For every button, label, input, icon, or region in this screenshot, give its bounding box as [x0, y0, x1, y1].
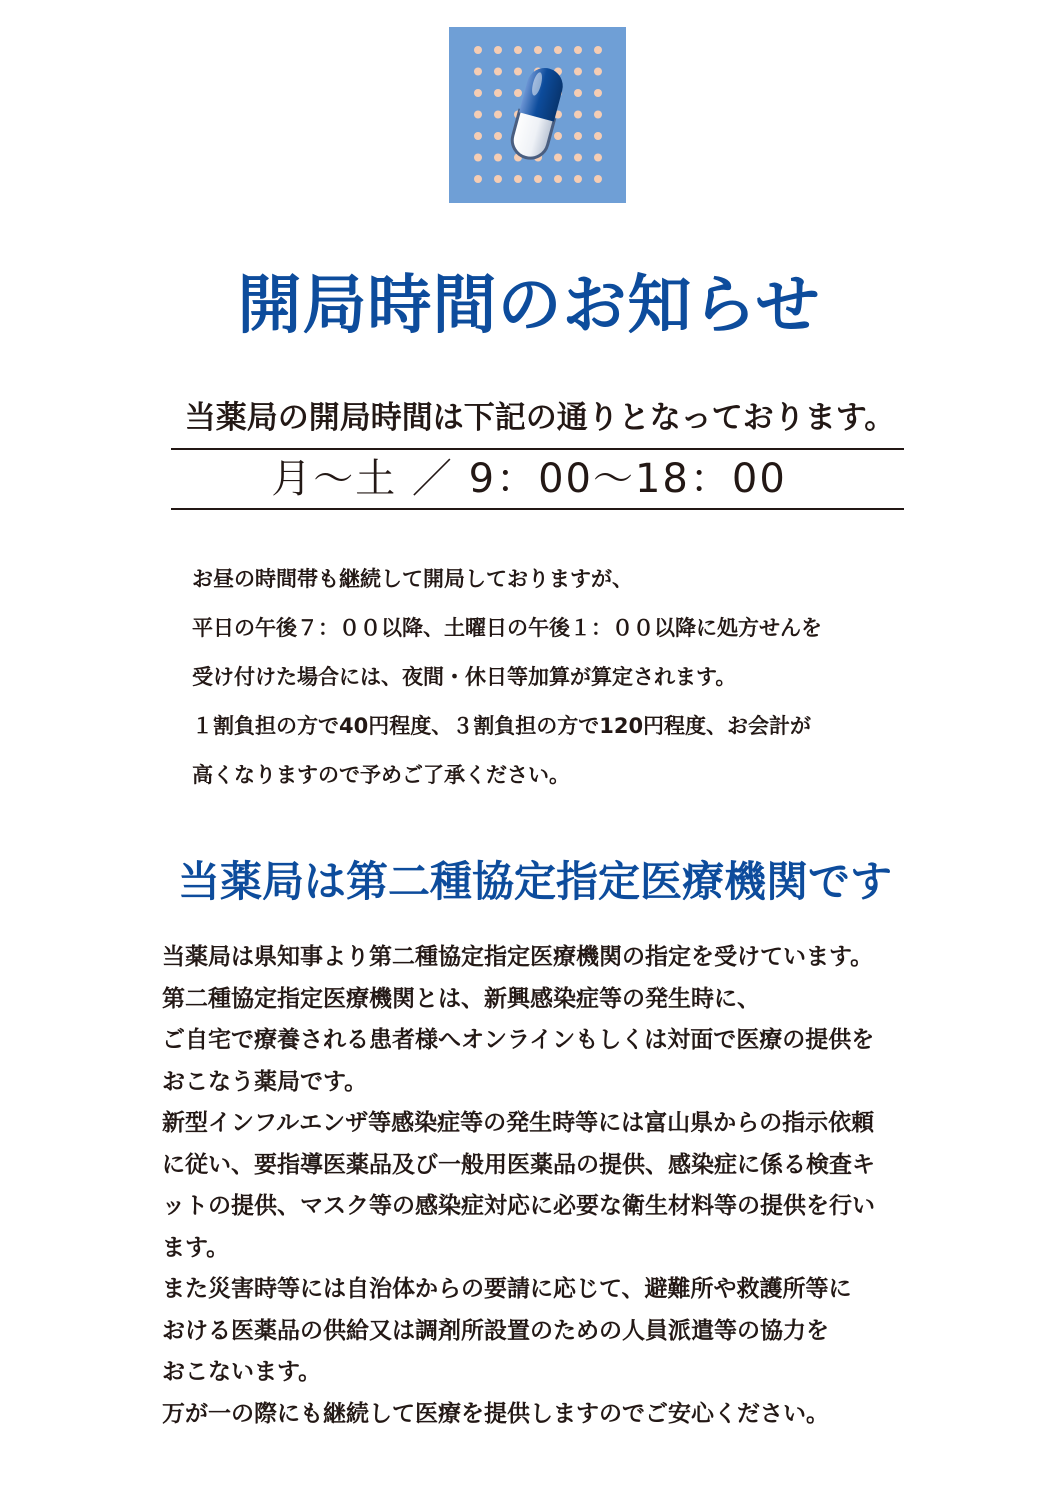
- logo-dot: [594, 111, 602, 119]
- designation-heading: 当薬局は第二種協定指定医療機関です: [177, 857, 892, 906]
- hours-bottom-rule: [171, 508, 904, 510]
- logo-dot: [574, 89, 582, 97]
- logo-dot: [554, 175, 562, 183]
- logo-dot: [594, 154, 602, 162]
- logo-dot: [494, 68, 502, 76]
- notice-line: お昼の時間帯も継続して開局しておりますが、: [192, 567, 633, 591]
- body-line: ます。: [162, 1234, 230, 1261]
- designation-body: [162, 937, 942, 1435]
- logo-dot: [474, 46, 482, 54]
- logo-dot: [534, 46, 542, 54]
- notice-line: １割負担の方で40円程度、３割負担の方で120円程度、お会計が: [192, 714, 812, 738]
- logo-dot: [474, 111, 482, 119]
- notice-line: 受け付けた場合には、夜間・休日等加算が算定されます。: [192, 665, 737, 689]
- logo-dot: [474, 68, 482, 76]
- logo-dot: [574, 46, 582, 54]
- intro-text: 当薬局の開局時間は下記の通りとなっております。: [184, 400, 896, 436]
- logo-dot: [554, 46, 562, 54]
- logo-dot: [594, 46, 602, 54]
- page-title: 開局時間のお知らせ: [237, 269, 821, 343]
- logo-dot: [474, 89, 482, 97]
- logo-dot: [554, 132, 562, 140]
- opening-hours: 月〜土 ／ 9：00〜18：00: [271, 456, 787, 502]
- logo-dot: [494, 111, 502, 119]
- logo-dot: [594, 89, 602, 97]
- body-line: ご自宅で療養される患者様へオンラインもしくは対面で医療の提供を: [162, 1027, 875, 1053]
- body-line: 当薬局は県知事より第二種協定指定医療機関の指定を受けています。: [162, 944, 874, 970]
- hours-top-rule: [171, 448, 904, 450]
- body-line: ットの提供、マスク等の感染症対応に必要な衛生材料等の提供を行い: [162, 1193, 875, 1219]
- logo-dot: [574, 175, 582, 183]
- logo-dot: [514, 46, 522, 54]
- capsule-icon: [449, 27, 626, 203]
- pharmacy-logo: [449, 27, 626, 203]
- logo-dot: [474, 154, 482, 162]
- body-line: 第二種協定指定医療機関とは、新興感染症等の発生時に、: [162, 985, 760, 1012]
- body-line: おける医薬品の供給又は調剤所設置のための人員派遣等の協力を: [162, 1317, 829, 1344]
- logo-dot: [474, 132, 482, 140]
- logo-dot: [554, 154, 562, 162]
- body-line: おこなう薬局です。: [162, 1068, 368, 1095]
- logo-dot: [494, 89, 502, 97]
- logo-dot: [574, 111, 582, 119]
- notice-line: 平日の午後７：００以降、土曜日の午後１：００以降に処方せんを: [192, 616, 822, 640]
- logo-dot: [514, 89, 522, 97]
- logo-dot: [494, 46, 502, 54]
- logo-dot: [574, 154, 582, 162]
- logo-dot: [594, 68, 602, 76]
- logo-dot: [574, 68, 582, 76]
- logo-dot: [514, 68, 522, 76]
- logo-dot: [514, 175, 522, 183]
- logo-dot: [534, 175, 542, 183]
- body-line: 新型インフルエンザ等感染症等の発生時等には富山県からの指示依頼: [162, 1110, 875, 1136]
- logo-dot: [494, 132, 502, 140]
- body-line: に従い、要指導医薬品及び一般用医薬品の提供、感染症に係る検査キ: [162, 1151, 875, 1178]
- body-line: また災害時等には自治体からの要請に応じて、避難所や救護所等に: [162, 1276, 852, 1302]
- logo-dot: [474, 175, 482, 183]
- body-line: 万が一の際にも継続して医療を提供しますのでご安心ください。: [162, 1400, 829, 1427]
- logo-dot: [494, 175, 502, 183]
- notice-line: 高くなりますので予めご了承ください。: [192, 763, 570, 787]
- body-line: おこないます。: [162, 1359, 322, 1385]
- logo-dot: [494, 154, 502, 162]
- logo-dot: [594, 175, 602, 183]
- logo-dot: [594, 132, 602, 140]
- logo-dot: [574, 132, 582, 140]
- lunch-hours-notice: [192, 558, 952, 803]
